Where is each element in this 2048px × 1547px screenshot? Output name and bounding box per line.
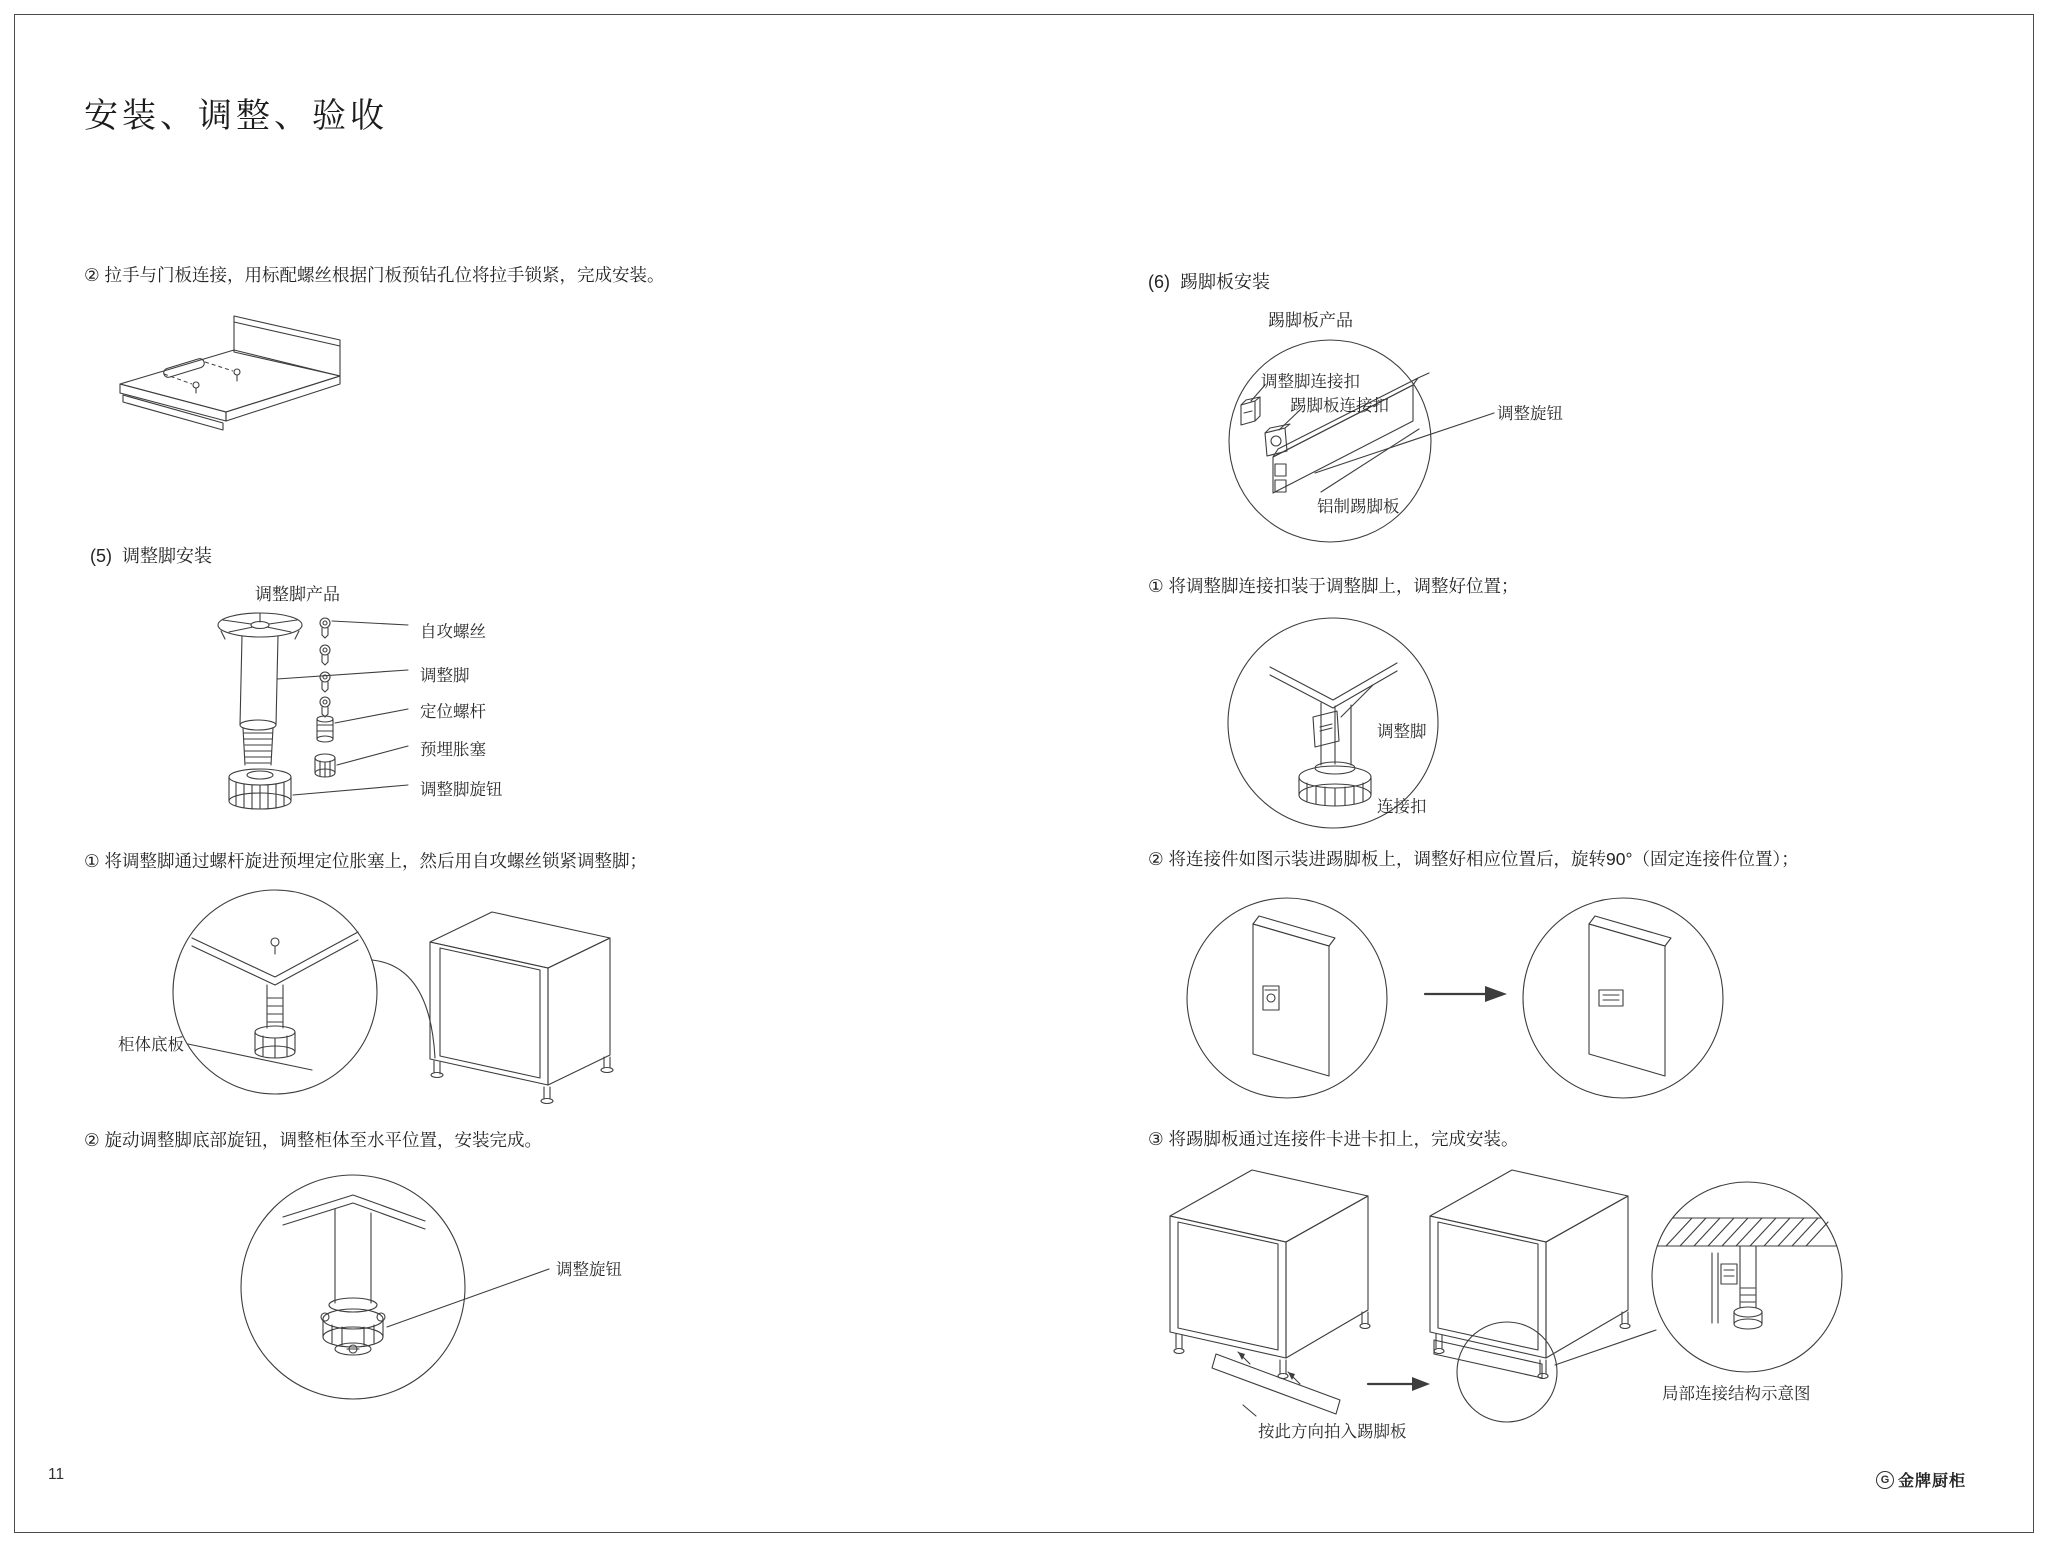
left-knob-label: 调整旋钮	[556, 1261, 622, 1279]
left-product-title: 调整脚产品	[255, 585, 340, 604]
brand-name: 金牌厨柜	[1898, 1473, 1967, 1490]
figure-foot-install-cabinet	[100, 880, 640, 1130]
foot-clip-label-line1: 调整脚	[1377, 723, 1427, 741]
foot-clip-label-line2: 连接扣	[1377, 798, 1427, 816]
label-foot-clip: 调整脚连接扣	[1261, 373, 1360, 391]
left-step-handle-text: ② 拉手与门板连接，用标配螺丝根据门板预钻孔位将拉手锁紧，完成安装。	[84, 265, 665, 285]
figure-foot-clip	[1225, 605, 1495, 840]
foot-clip-two-line-label	[1377, 670, 1427, 845]
figure-toekick-install	[1150, 1158, 1850, 1458]
foot-label-knob: 调整脚旋钮	[420, 781, 503, 799]
screw-icons	[320, 618, 330, 717]
brand-g-icon: G	[1876, 1471, 1894, 1489]
left-step1-text: ① 将调整脚通过螺杆旋进预埋定位胀塞上，然后用自攻螺丝锁紧调整脚；	[84, 851, 648, 871]
right-section-heading: (6) 踢脚板安装	[1148, 272, 1271, 292]
brand-logo	[1876, 1468, 1966, 1491]
page-title: 安装、调整、验收	[84, 97, 388, 135]
foot-label-screw: 自攻螺丝	[420, 623, 486, 641]
figure-adjustable-foot-exploded	[165, 605, 410, 845]
figure-clip-rotate	[1175, 890, 1735, 1110]
left-step2-text: ② 旋动调整脚底部旋钮，调整柜体至水平位置，安装完成。	[84, 1130, 543, 1150]
right-step3-text: ③ 将踢脚板通过连接件卡进卡扣上，完成安装。	[1148, 1129, 1519, 1149]
figure-knob-detail	[235, 1165, 655, 1415]
page-number: 11	[48, 1466, 65, 1483]
left-section-heading: (5) 调整脚安装	[90, 546, 213, 566]
right-step1-text: ① 将调整脚连接扣装于调整脚上，调整好位置；	[1148, 576, 1519, 596]
label-alu-panel: 铝制踢脚板	[1317, 498, 1400, 516]
cabinet-bottom-label: 柜体底板	[118, 1036, 184, 1054]
foot-label-plug: 预埋胀塞	[420, 741, 486, 759]
right-product-title: 踢脚板产品	[1268, 311, 1353, 330]
foot-label-foot: 调整脚	[420, 667, 470, 685]
label-knob: 调整旋钮	[1497, 405, 1563, 423]
push-direction-label: 按此方向拍入踢脚板	[1258, 1423, 1407, 1441]
label-kick-clip: 踢脚板连接扣	[1290, 397, 1389, 415]
detail-structure-label: 局部连接结构示意图	[1662, 1385, 1811, 1403]
foot-label-bolt: 定位螺杆	[420, 703, 486, 721]
figure-door-panel-handle	[112, 292, 352, 447]
right-step2-text: ② 将连接件如图示装进踢脚板上，调整好相应位置后，旋转90°（固定连接件位置）；	[1148, 849, 1799, 869]
